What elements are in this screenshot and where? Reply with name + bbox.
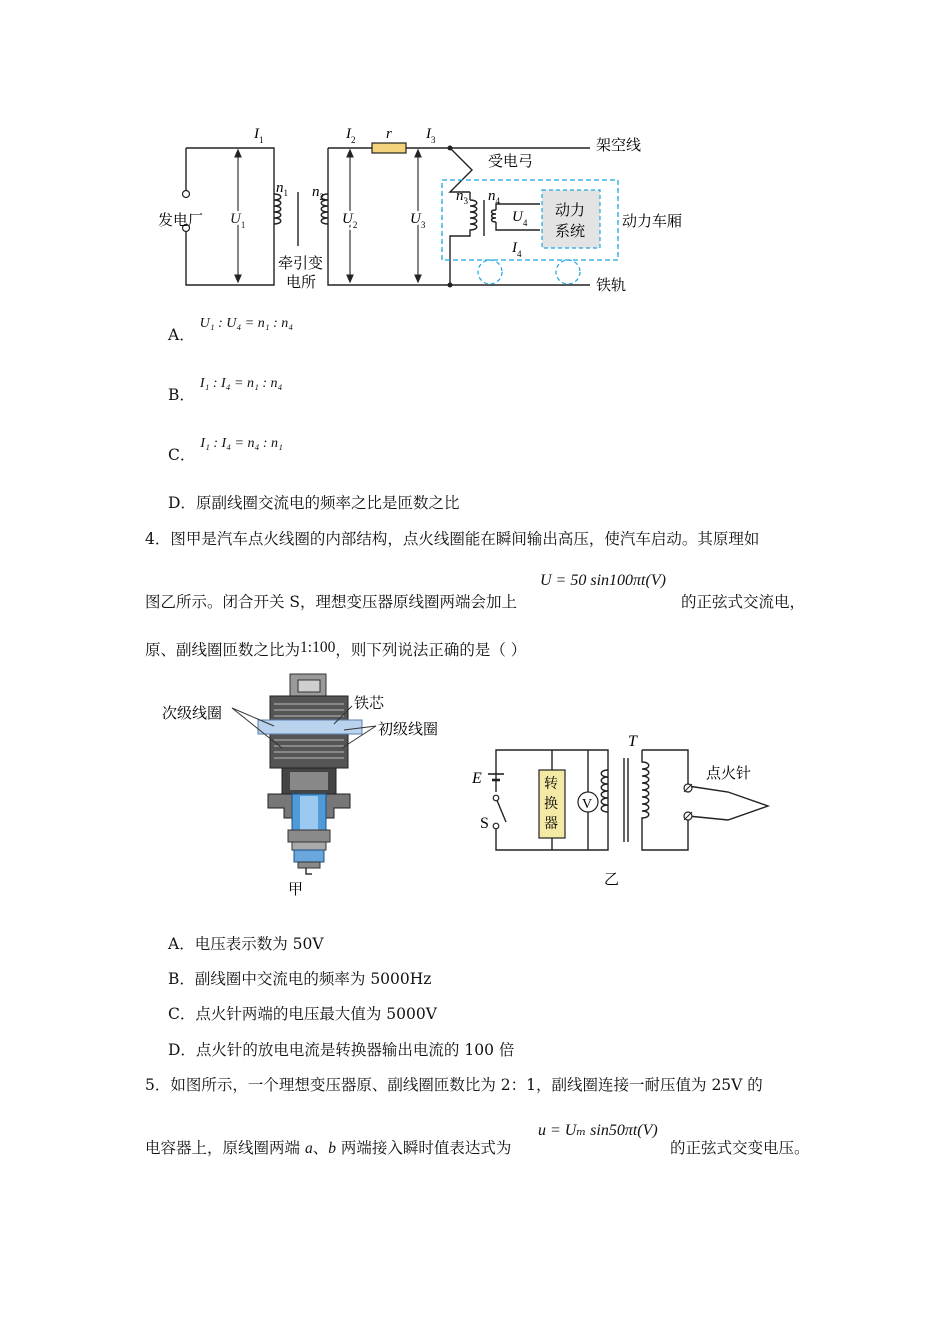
spark-needle-label: 点火针 [706,766,752,782]
q4-line-2: 图乙所示。闭合开关 S，理想变压器原线圈两端会加上 [145,593,518,611]
q3-option-d[interactable]: D．原副线圈交流电的频率之比是匝数之比 [168,494,460,512]
transformer-T-label: T [628,733,637,750]
pantograph-label: 受电弓 [488,154,534,170]
switch-S-label: S [480,815,489,832]
turns-ratio: 1:100 [300,639,336,656]
q3-option-b-formula: I₁ : I₄ = n₁ : n₄ [199,376,283,391]
overhead-line-label: 架空线 [596,138,642,154]
power-system-label-2: 系统 [555,224,586,240]
power-plant-label: 发电厂 [158,211,204,229]
q4-option-b[interactable]: B．副线圈中交流电的频率为 5000Hz [168,970,432,988]
iron-core-label: 铁芯 [354,696,385,712]
U2-label: U [342,211,353,227]
svg-text:I1: $I_1$ [254,126,264,145]
ignition-coil-figure [158,668,458,900]
svg-text:n4: $n_4$ [488,188,500,206]
q4-line-1: 4．图甲是汽车点火线圈的内部结构，点火线圈能在瞬间输出高压，使汽车启动。其原理如 [145,530,760,548]
figure-yi-caption: 乙 [604,872,620,888]
secondary-coil-label: 次级线圈 [162,706,223,722]
figure-jia-caption: 甲 [288,882,304,898]
converter-char-3: 器 [544,817,558,832]
r-label: r [386,126,392,142]
svg-text:U2: $U_2$ [342,211,358,230]
converter-char-1: 转 [544,777,558,792]
I2-label: I [346,126,351,142]
substation-label-2: 电所 [286,275,317,291]
q3-option-c-formula: I₁ : I₄ = n₄ : n₁ [200,436,283,451]
I3-label: I [426,126,431,142]
svg-text:I2: $I_2$ [346,126,356,145]
q3-option-a[interactable]: A． U₁ : U₄ = n₁ : n₄ [168,316,294,344]
q5-voltage-formula: u = Uₘ sin50πt(V) [538,1122,658,1139]
primary-coil-label: 初级线圈 [378,722,439,738]
q5-line-1: 5．如图所示，一个理想变压器原、副线圈匝数比为 2：1，副线圈连接一耐压值为 25V 的 [145,1076,763,1094]
q3-option-b[interactable]: B． I₁ : I₄ = n₁ : n₄ [168,376,283,404]
q3-option-a-formula: U₁ : U₄ = n₁ : n₄ [199,316,294,331]
converter-char-2: 换 [544,797,558,812]
n1-label: n [276,180,284,196]
n4-label: n [488,188,496,204]
svg-text:n3: $n_3$ [456,188,468,206]
U1-label: U [230,211,241,227]
q4-option-c[interactable]: C．点火针两端的电压最大值为 5000V [168,1005,437,1023]
U3-label: U [410,211,421,227]
svg-text:U1: $U_1$ [230,211,246,230]
q4-line-2-end: 的正弦式交流电， [681,593,806,611]
ignition-circuit-figure [466,730,786,890]
n2-label: n [312,184,320,200]
q5-line-2-end: 的正弦式交变电压。 [670,1139,810,1157]
q3-option-c[interactable]: C． I₁ : I₄ = n₄ : n₁ [168,436,283,464]
svg-text:n2: $n_2$ [312,184,324,202]
svg-text:I3: $I_3$ [426,126,436,145]
svg-text:I4: $I_4$ [512,240,522,259]
svg-text:U3: $U_3$ [410,211,426,230]
n3-label: n [456,188,464,204]
battery-E-label: E [472,770,482,787]
substation-label-1: 牵引变 [278,256,324,272]
power-car-label: 动力车厢 [622,214,683,230]
q4-option-d[interactable]: D．点火针的放电电流是转换器输出电流的 100 倍 [168,1041,515,1059]
power-system-label-1: 动力 [555,203,586,219]
q5-line-2: 电容器上，原线圈两端 a、b 两端接入瞬时值表达式为 [145,1139,512,1157]
I1-label: I [254,126,259,142]
svg-text:n1: $n_1$ [276,180,288,198]
q4-voltage-formula: U = 50 sin100πt(V) [540,572,666,589]
rail-label: 铁轨 [596,278,627,294]
traction-power-diagram [150,120,710,300]
I4-label: I [512,240,517,256]
voltmeter-label: V [582,797,593,812]
U4-label: U [512,209,523,225]
q4-line-3: 原、副线圈匝数之比为1:100，则下列说法正确的是（ ） [145,639,527,659]
svg-text:U4: $U_4$ [512,209,528,228]
q4-option-a[interactable]: A．电压表示数为 50V [168,935,324,953]
